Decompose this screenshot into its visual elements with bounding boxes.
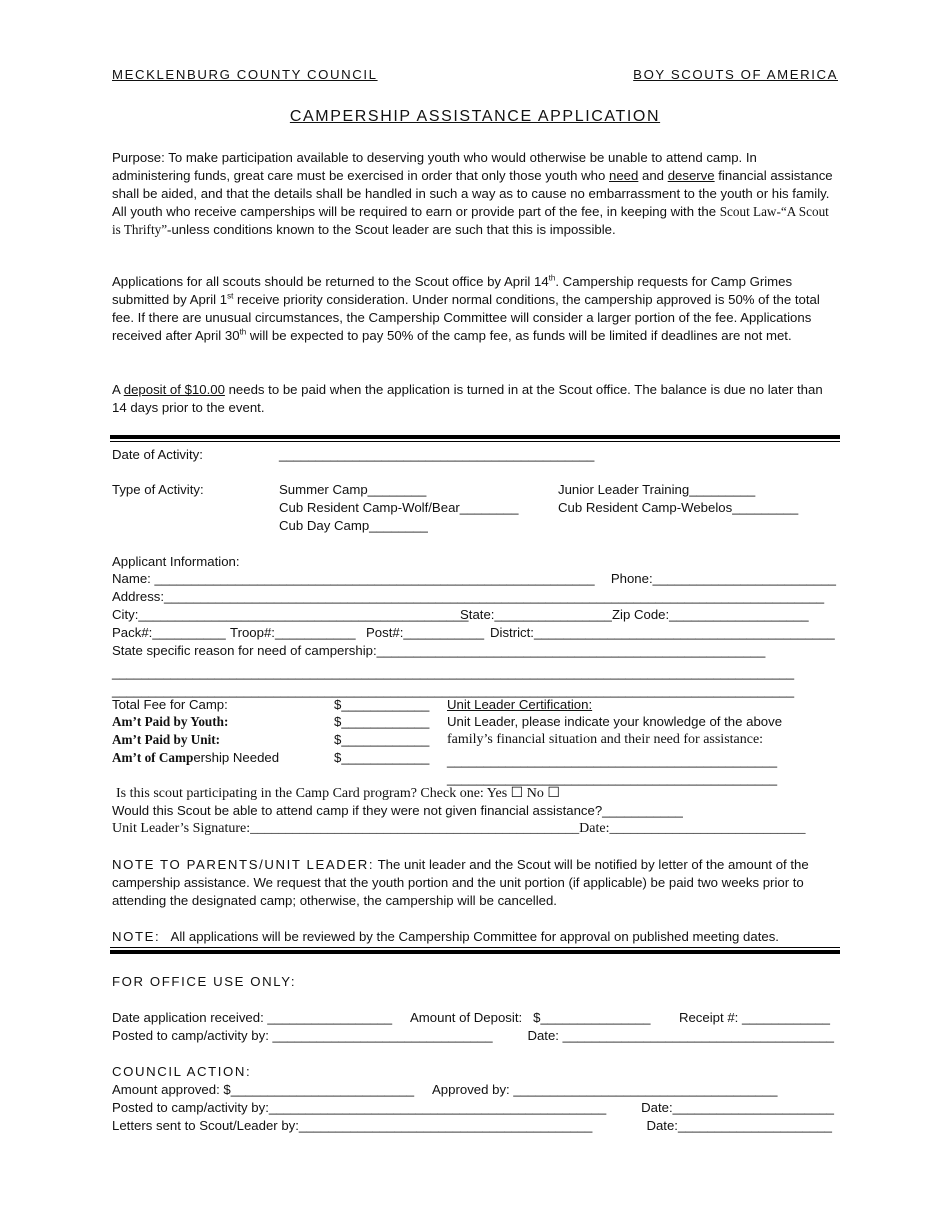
cub-wolf-bear-field[interactable]: Cub Resident Camp-Wolf/Bear________ [279,500,519,515]
troop-field[interactable]: Troop#:___________ [230,625,356,640]
unit-paid-field[interactable]: $____________ [334,732,430,747]
deserve-word: deserve [667,168,715,183]
district-field[interactable]: District:_________________________________________ [490,625,835,640]
total-fee-field[interactable]: $____________ [334,697,430,712]
council-posted-date-field[interactable]: Date:______________________ [641,1100,834,1115]
name-field[interactable]: Name: ____________________________________________________________ [112,571,595,586]
youth-paid-field[interactable]: $____________ [334,714,430,729]
address-field[interactable]: Address:__________________________________________________________________________________________ [112,589,825,604]
reason-line[interactable]: _____________________________________________________________________________________________ [112,683,795,698]
certification-line[interactable]: _____________________________________________ [447,771,778,786]
letters-sent-date-field[interactable]: Date:_____________________ [646,1118,832,1133]
purpose-paragraph: Purpose: To make participation available to deserving youth who would otherwise be unable to attend camp. In administering funds, great care must be exercised in order that only those youth who need and deserve financial assistance shall be aided, and that the details shall be handled in such a way as to cause no embarrassment to the youth or his family. All youth who receive camperships will be required to earn or provide part of the fee, in keeping with the Scout Law-“A Scout is Thrifty”-unless conditions known to the Scout leader are such that this is impossible. [112,150,833,237]
reason-field[interactable]: State specific reason for need of campership:_____________________________________________________ [112,643,766,658]
applicant-info-heading: Applicant Information: [112,554,240,569]
zip-code-field[interactable]: Zip Code:___________________ [612,607,809,622]
certification-text: Unit Leader, please indicate your knowledge of the above [447,714,783,729]
date-received-field[interactable]: Date application received: _________________ [112,1010,393,1025]
posted-by-field[interactable]: Posted to camp/activity by: ______________________________ [112,1028,493,1043]
council-posted-by-field[interactable]: Posted to camp/activity by:______________________________________________ [112,1100,607,1115]
form-title: CAMPERSHIP ASSISTANCE APPLICATION [289,108,661,125]
campership-needed-label: Am’t of Campership Needed [112,750,280,765]
purpose-label: Purpose: [112,150,165,165]
cub-webelos-field[interactable]: Cub Resident Camp-Webelos_________ [558,500,799,515]
deposit-amount-field[interactable]: Amount of Deposit: $_______________ [410,1010,651,1025]
certification-line[interactable]: _____________________________________________ [447,753,778,768]
posted-date-field[interactable]: Date: _____________________________________ [527,1028,834,1043]
summer-camp-field[interactable]: Summer Camp________ [279,482,427,497]
scout-law: Scout Law-“A Scout is Thrifty”- [112,204,829,237]
approved-by-field[interactable]: Approved by: ____________________________________ [432,1082,778,1097]
section-divider-thin [110,441,840,442]
note-to-parents-label: NOTE TO PARENTS/UNIT LEADER: [112,857,375,872]
amount-approved-field[interactable]: Amount approved: $_________________________ [112,1082,415,1097]
phone-field[interactable]: Phone:_________________________ [610,571,836,586]
junior-leader-training-field[interactable]: Junior Leader Training_________ [558,482,756,497]
deposit-paragraph: A deposit of $10.00 needs to be paid when the application is turned in at the Scout office. The balance is due no later than 14 days prior to the event. [112,382,823,415]
unit-paid-label: Am’t Paid by Unit: [112,732,221,747]
post-field[interactable]: Post#:___________ [366,625,485,640]
council-name: MECKLENBURG COUNTY COUNCIL [112,67,378,82]
section-divider-thin [110,947,840,948]
section-divider-thick [110,950,840,954]
camp-card-question[interactable]: Is this scout participating in the Camp Card program? Check one: Yes ☐ No ☐ [116,786,560,801]
date-of-activity-label: Date of Activity: [112,447,203,462]
applications-paragraph: Applications for all scouts should be returned to the Scout office by April 14th. Campership requests for Camp Grimes submitted by April 1st receive priority consideration. Under normal conditions, the campership approved is 50% of the total fee. If there are unusual circumstances, the Campership Committee will consider a larger portion of the fee. Applications received after April 30th will be expected to pay 50% of the camp fee, as funds will be limited if deadlines are not met. [112,273,820,343]
city-field[interactable]: City:_____________________________________________ [112,607,469,622]
receipt-number-field[interactable]: Receipt #: ____________ [678,1010,830,1025]
type-of-activity-label: Type of Activity: [112,482,204,497]
review-note: NOTE: All applications will be reviewed by the Campership Committee for approval on published meeting dates. [112,929,779,944]
pack-field[interactable]: Pack#:__________ [112,625,226,640]
section-divider-thick [110,435,840,439]
certification-heading: Unit Leader Certification: [447,697,593,712]
letters-sent-field[interactable]: Letters sent to Scout/Leader by:________________________________________ [112,1118,593,1133]
total-fee-label: Total Fee for Camp: [112,697,228,712]
organization-name: BOY SCOUTS OF AMERICA [633,67,838,82]
cub-day-camp-field[interactable]: Cub Day Camp________ [279,518,428,533]
need-word: need [609,168,639,183]
state-field[interactable]: State:________________ [460,607,612,622]
certification-text: family’s financial situation and their need for assistance: [447,732,764,747]
deposit-amount: deposit of $10.00 [123,382,225,397]
attend-without-assistance-field[interactable]: Would this Scout be able to attend camp if they were not given financial assistance?___________ [112,803,683,818]
reason-line[interactable]: _____________________________________________________________________________________________ [112,665,795,680]
campership-needed-field[interactable]: $____________ [334,750,430,765]
office-use-heading: FOR OFFICE USE ONLY: [112,974,297,989]
youth-paid-label: Am’t Paid by Youth: [112,714,229,729]
date-of-activity-field[interactable]: ___________________________________________ [279,447,595,462]
note-to-parents: NOTE TO PARENTS/UNIT LEADER: The unit leader and the Scout will be notified by letter of the amount of the campership assistance. We request that the youth portion and the unit portion (if applicable) be paid two weeks prior to attending the designated camp; otherwise, the campership will be cancelled. [112,857,809,908]
council-action-heading: COUNCIL ACTION: [112,1064,252,1079]
unit-leader-signature-field[interactable]: Unit Leader’s Signature:_______________________________________________Date:____________________________ [112,821,806,836]
